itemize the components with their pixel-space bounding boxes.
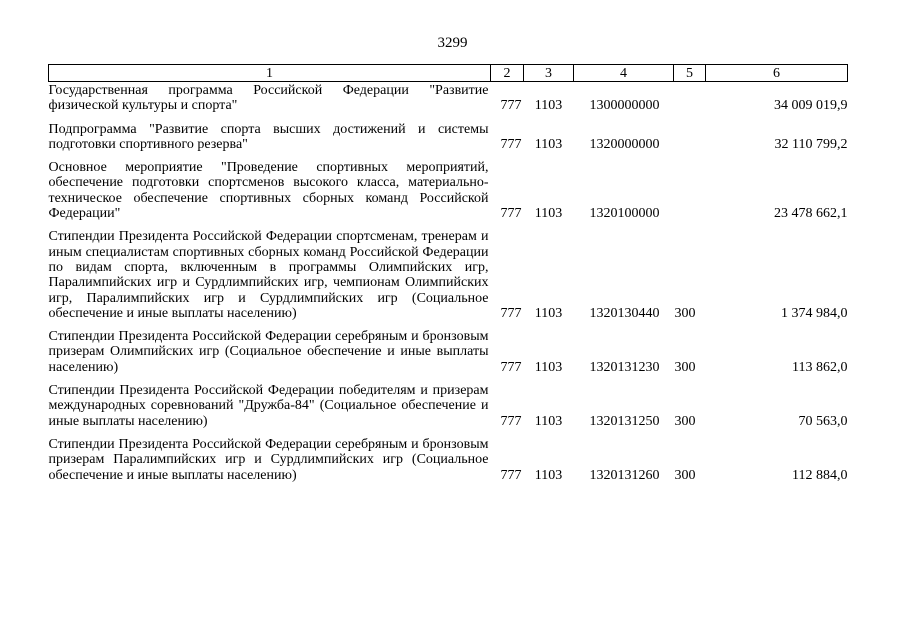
row-csr: 1320131250 bbox=[589, 413, 660, 429]
budget-table bbox=[48, 64, 848, 491]
row-rz: 1103 bbox=[534, 359, 563, 375]
table-row bbox=[49, 329, 848, 383]
row-name: Основное мероприятие "Проведение спортивных мероприятий, обеспечение подготовки спортсменов высокого класса, материально-техническое обеспечение спортивных сборных команд Российской Федерации" bbox=[48, 160, 489, 222]
row-name: Стипендии Президента Российской Федерации спортсменам, тренерам и иным специалистам спортивных сборных команд Российской Федерации по видам спорта, включенным в программы Олимпийских игр, Паралимпийских игр и Сурдлимпийских игр, чемпионам Олимпийских игр, Паралимпийских игр и Сурдлимпийских игр (Социальное обеспечение и иные выплаты населению) bbox=[48, 229, 489, 321]
row-csr: 1320100000 bbox=[589, 206, 660, 222]
row-vr: 300 bbox=[674, 359, 696, 375]
row-gr: 777 bbox=[500, 98, 522, 114]
row-vr bbox=[674, 160, 706, 229]
row-csr: 1300000000 bbox=[589, 98, 660, 114]
row-amount: 34 009 019,9 bbox=[774, 98, 848, 114]
header-col-5: 5 bbox=[674, 65, 706, 82]
row-gr: 777 bbox=[500, 467, 522, 483]
table-row bbox=[49, 437, 848, 491]
row-gr: 777 bbox=[500, 413, 522, 429]
row-gr: 777 bbox=[500, 305, 522, 321]
header-col-1: 1 bbox=[49, 65, 491, 82]
table-header bbox=[49, 65, 848, 82]
header-col-4: 4 bbox=[574, 65, 674, 82]
row-amount: 113 862,0 bbox=[792, 359, 848, 375]
row-gr: 777 bbox=[500, 359, 522, 375]
header-row bbox=[49, 65, 848, 82]
row-amount: 23 478 662,1 bbox=[774, 206, 848, 222]
table-row bbox=[49, 160, 848, 229]
header-col-3: 3 bbox=[524, 65, 574, 82]
row-amount: 112 884,0 bbox=[792, 467, 848, 483]
row-rz: 1103 bbox=[534, 98, 563, 114]
row-rz: 1103 bbox=[534, 136, 563, 152]
page-number: 3299 bbox=[437, 35, 468, 51]
row-name: Подпрограмма "Развитие спорта высших достижений и системы подготовки спортивного резерва" bbox=[48, 121, 489, 152]
row-name: Стипендии Президента Российской Федерации серебряным и бронзовым призерам Олимпийских игр (Социальное обеспечение и иные выплаты населению) bbox=[48, 329, 489, 375]
row-csr: 1320131230 bbox=[589, 359, 660, 375]
row-name: Государственная программа Российской Федерации "Развитие физической культуры и спорта" bbox=[48, 83, 489, 114]
row-vr: 300 bbox=[674, 305, 696, 321]
row-gr: 777 bbox=[500, 136, 522, 152]
table-row bbox=[49, 229, 848, 329]
row-rz: 1103 bbox=[534, 467, 563, 483]
row-gr: 777 bbox=[500, 206, 522, 222]
row-vr: 300 bbox=[674, 413, 696, 429]
row-name: Стипендии Президента Российской Федерации победителям и призерам международных соревнований "Дружба-84" (Социальное обеспечение и иные выплаты населению) bbox=[48, 383, 489, 429]
row-vr bbox=[674, 122, 706, 161]
row-rz: 1103 bbox=[534, 305, 563, 321]
table-body bbox=[49, 82, 848, 491]
header-col-2: 2 bbox=[491, 65, 524, 82]
row-vr bbox=[674, 82, 706, 122]
row-csr: 1320130440 bbox=[589, 305, 660, 321]
row-rz: 1103 bbox=[534, 413, 563, 429]
row-amount: 70 563,0 bbox=[798, 413, 848, 429]
row-csr: 1320131260 bbox=[589, 467, 660, 483]
row-rz: 1103 bbox=[534, 206, 563, 222]
row-csr: 1320000000 bbox=[589, 136, 660, 152]
row-amount: 1 374 984,0 bbox=[781, 305, 848, 321]
header-col-6: 6 bbox=[706, 65, 848, 82]
table-row bbox=[49, 383, 848, 437]
row-name: Стипендии Президента Российской Федерации серебряным и бронзовым призерам Паралимпийских игр и Сурдлимпийских игр (Социальное обеспечение и иные выплаты населению) bbox=[48, 436, 489, 483]
table-row bbox=[49, 82, 848, 122]
row-amount: 32 110 799,2 bbox=[774, 136, 848, 152]
table-row bbox=[49, 122, 848, 161]
row-vr: 300 bbox=[674, 467, 696, 483]
